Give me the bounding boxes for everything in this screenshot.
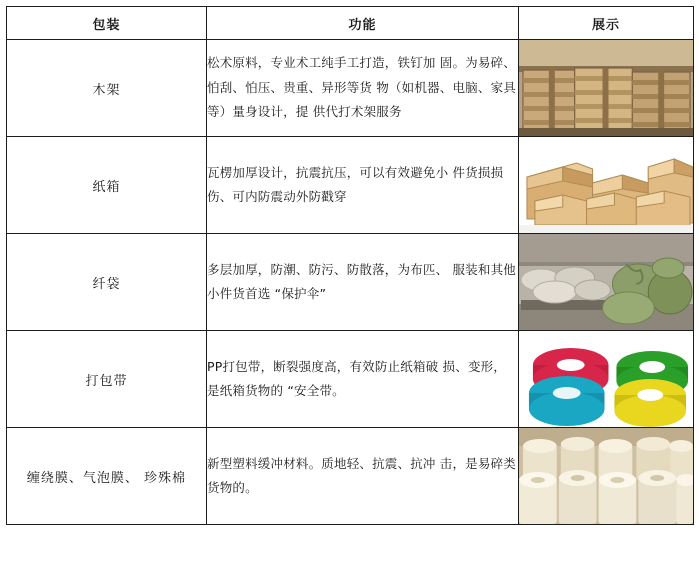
- packaging-table: [6, 6, 694, 525]
- table-row: [7, 234, 694, 331]
- packaging-description: 松术原料，专业术工纯手工打造，铁钉加 固。为易碎、怕刮、怕压、贵重、异形等货 物（如机器、电脑、家具等）量身设计，提 供代打术架服务: [207, 40, 519, 137]
- packaging-name: 缠绕膜、气泡膜、 珍殊棉: [7, 428, 207, 525]
- packaging-image-cell: [519, 137, 694, 234]
- packaging-description: 瓦楞加厚设计，抗震抗压，可以有效避免小 件货损损伤、可内防震动外防戳穿: [207, 137, 519, 234]
- column-header-function: 功能: [207, 7, 519, 40]
- packaging-name: 木架: [7, 40, 207, 137]
- packaging-image-cell: [519, 40, 694, 137]
- packaging-image-cell: [519, 234, 694, 331]
- table-row: [7, 40, 694, 137]
- packaging-description: 多层加厚，防潮、防污、防散落，为布匹、 服装和其他小件货首选 “保护伞”: [207, 234, 519, 331]
- packaging-image-cell: [519, 331, 694, 428]
- table-header-row: [7, 7, 694, 40]
- carton-boxes-photo: [519, 137, 693, 233]
- woven-bags-photo: [519, 234, 693, 330]
- packaging-name: 纸箱: [7, 137, 207, 234]
- packaging-name: 打包带: [7, 331, 207, 428]
- packaging-description: PP打包带，断裂强度高，有效防止纸箱破 损、变形，是纸箱货物的 “安全带。: [207, 331, 519, 428]
- packaging-description: 新型塑料缓冲材料。质地轻、抗震、抗冲 击，是易碎类货物的。: [207, 428, 519, 525]
- column-header-display: 展示: [519, 7, 694, 40]
- table-row: [7, 331, 694, 428]
- table-row: [7, 428, 694, 525]
- table-row: [7, 137, 694, 234]
- packaging-image-cell: [519, 428, 694, 525]
- column-header-packaging: 包装: [7, 7, 207, 40]
- stretch-film-photo: [519, 428, 693, 524]
- packaging-name: 纤袋: [7, 234, 207, 331]
- packing-straps-photo: [519, 331, 693, 427]
- wooden-crate-photo: [519, 40, 693, 136]
